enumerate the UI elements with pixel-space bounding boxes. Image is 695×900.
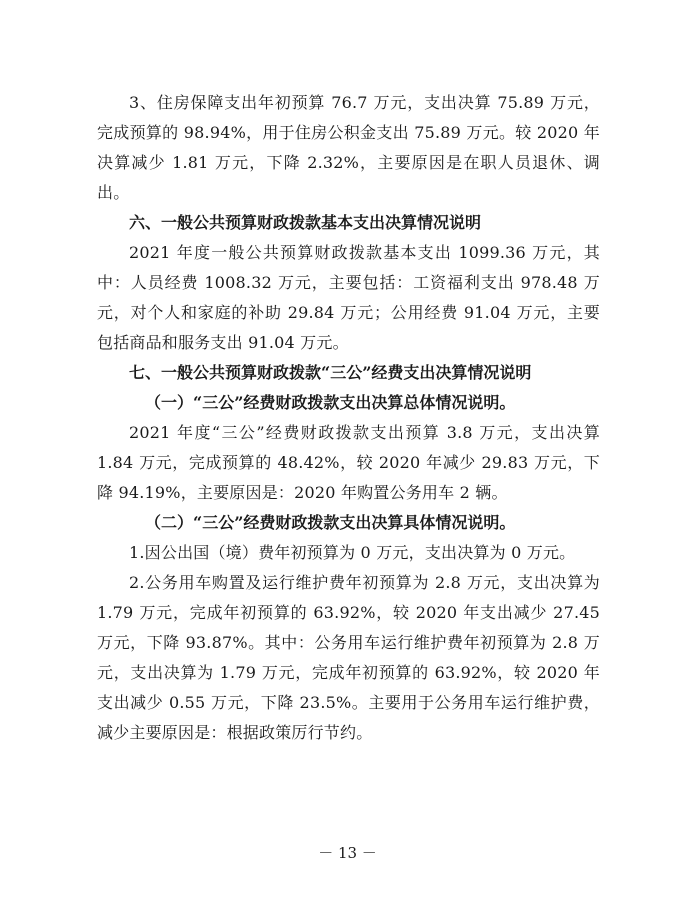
subheading-specific: （二）“三公”经费财政拨款支出决算具体情况说明。 bbox=[145, 513, 516, 532]
paragraph-three-public-overall: 2021 年度“三公”经费财政拨款支出预算 3.8 万元，支出决算 1.84 万元，完成预算的 48.42%，较 2020 年减少 29.83 万元，下降 94.19%，主要原因是：2020 年购置公务用车 2 辆。 bbox=[97, 423, 600, 502]
paragraph-overseas-travel: 1.因公出国（境）费年初预算为 0 万元，支出决算为 0 万元。 bbox=[129, 543, 576, 562]
document-body bbox=[97, 88, 600, 748]
page-number: － 13 － bbox=[318, 844, 377, 862]
paragraph-basic-expenditure: 2021 年度一般公共预算财政拨款基本支出 1099.36 万元，其中：人员经费 1008.32 万元，主要包括：工资福利支出 978.48 万元，对个人和家庭的补助 29.84 万元；公用经费 91.04 万元，主要包括商品和服务支出 91.04 万元。 bbox=[97, 243, 600, 352]
section-heading-six: 六、一般公共预算财政拨款基本支出决算情况说明 bbox=[129, 213, 482, 232]
subheading-overall: （一）“三公”经费财政拨款支出决算总体情况说明。 bbox=[145, 393, 516, 412]
paragraph-housing-security: 3、住房保障支出年初预算 76.7 万元，支出决算 75.89 万元，完成预算的 98.94%，用于住房公积金支出 75.89 万元。较 2020 年决算减少 1.81 万元，下降 2.32%，主要原因是在职人员退休、调出。 bbox=[97, 93, 600, 202]
paragraph-official-vehicles: 2.公务用车购置及运行维护费年初预算为 2.8 万元，支出决算为 1.79 万元，完成年初预算的 63.92%，较 2020 年支出减少 27.45 万元，下降 93.87%。其中：公务用车运行维护费年初预算为 2.8 万元，支出决算为 1.79 万元，完成年初预算的 63.92%，较 2020 年支出减少 0.55 万元，下降 23.5%。主要用于公务用车运行维护费，减少主要原因是：根据政策厉行节约。 bbox=[97, 573, 600, 742]
section-heading-seven: 七、一般公共预算财政拨款“三公”经费支出决算情况说明 bbox=[129, 363, 532, 382]
